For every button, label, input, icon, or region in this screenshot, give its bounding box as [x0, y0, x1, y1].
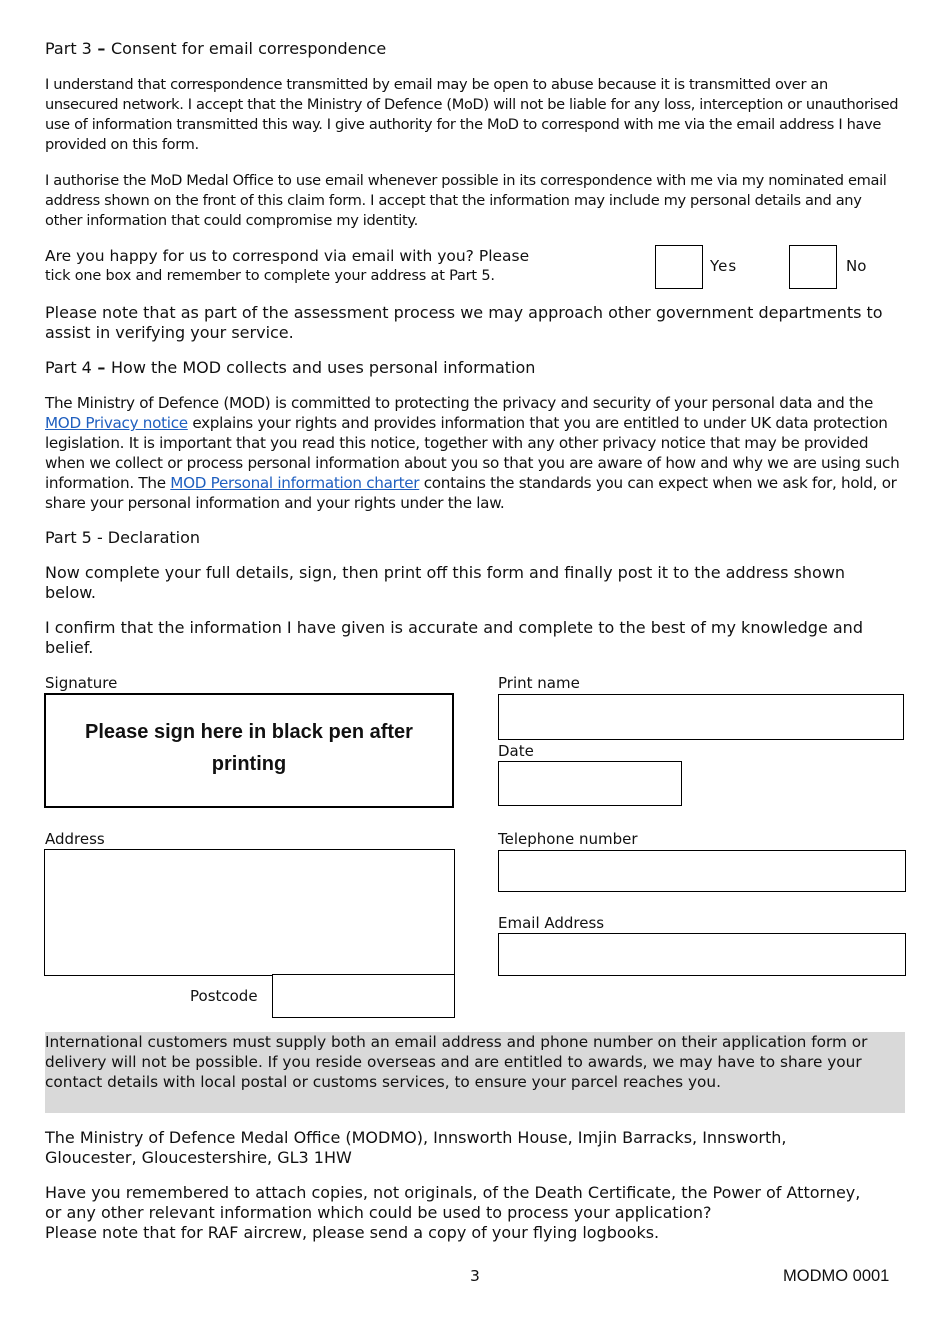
assessment-note: Please note that as part of the assessment process we may approach other government departments to assist in verifying your service.: [45, 303, 883, 342]
email-address-field[interactable]: [498, 933, 906, 976]
part3-authorise-paragraph: I authorise the MoD Medal Office to use email whenever possible in its correspondence with me via my nominated email address shown on the front of this claim form. I accept that the information may include my personal details and any other information that could compromise my identity.: [45, 172, 887, 229]
telephone-label: Telephone number: [498, 830, 638, 848]
yes-label: Yes: [710, 257, 738, 275]
no-label: No: [846, 257, 867, 275]
medal-office-address-line2: Gloucester, Gloucestershire, GL3 1HW: [45, 1148, 352, 1167]
attachments-reminder-line3: Please note that for RAF aircrew, please send a copy of your flying logbooks.: [45, 1223, 660, 1242]
part3-consent-paragraph: I understand that correspondence transmitted by email may be open to abuse because it is transmitted over an unsecured network. I accept that the Ministry of Defence (MoD) will not be liable for any loss, interception or unauthorised use of information transmitted this way. I give authority for the MoD to correspond with me via the email address I have provided on this form.: [45, 76, 899, 153]
part4-heading: [45, 358, 535, 377]
email-consent-question: [45, 246, 605, 286]
email-consent-question-line1: Are you happy for us to correspond via email with you? Please: [45, 247, 530, 265]
international-notice: International customers must supply both an email address and phone number on their application form or delivery will not be possible. If you reside overseas and are entitled to awards, we may have to share your contact details with local postal or customs services, to ensure your parcel reaches you.: [45, 1032, 905, 1113]
part4-heading-prefix: Part 4: [45, 358, 92, 377]
part3-heading-dash: –: [91, 39, 111, 58]
form-code: MODMO 0001: [783, 1267, 890, 1285]
email-address-label: Email Address: [498, 914, 605, 932]
date-field[interactable]: [498, 761, 682, 806]
page-number: 3: [470, 1267, 480, 1285]
attachments-reminder-line1: Have you remembered to attach copies, not originals, of the Death Certificate, the Power of Attorney,: [45, 1183, 861, 1202]
address-label: Address: [45, 830, 105, 848]
signature-label: Signature: [45, 674, 118, 692]
yes-checkbox[interactable]: [655, 245, 703, 289]
part5-instruction: Now complete your full details, sign, then print off this form and finally post it to the address shown below.: [45, 563, 846, 602]
part4-heading-dash: –: [91, 358, 111, 377]
no-checkbox[interactable]: [789, 245, 837, 289]
privacy-text-b: explains your rights and provides information that you are entitled to under UK data protection legislation. It is important that you read this notice, together with any other privacy notice that may be provided when we collect or process personal information about you so that you are aware of how and why we are using such information. The: [45, 414, 900, 492]
postcode-field[interactable]: [272, 974, 455, 1018]
medal-office-address: [45, 1128, 905, 1168]
medal-office-address-line1: The Ministry of Defence Medal Office (MODMO), Innsworth House, Imjin Barracks, Innsworth,: [45, 1128, 787, 1147]
mod-personal-information-charter-link[interactable]: MOD Personal information charter: [170, 474, 420, 492]
part3-heading-title: Consent for email correspondence: [111, 39, 387, 58]
telephone-field[interactable]: [498, 850, 906, 892]
part4-privacy-paragraph: [45, 393, 900, 513]
attachments-reminder-line2: or any other relevant information which could be used to process your application?: [45, 1203, 712, 1222]
part5-heading: Part 5 - Declaration: [45, 528, 201, 547]
privacy-text-c: contains the standards you can expect when we ask for, hold, or share your personal information and your rights under the law.: [45, 474, 897, 512]
privacy-text-a: The Ministry of Defence (MOD) is committed to protecting the privacy and security of your personal data and the: [45, 394, 874, 412]
attachments-reminder: [45, 1183, 905, 1243]
address-field[interactable]: [44, 849, 455, 976]
print-name-field[interactable]: [498, 694, 904, 740]
part3-heading: [45, 39, 386, 58]
signature-placeholder: Please sign here in black pen after printing: [85, 721, 413, 775]
email-consent-question-line2: tick one box and remember to complete your address at Part 5.: [45, 268, 495, 284]
mod-privacy-notice-link[interactable]: MOD Privacy notice: [45, 414, 188, 432]
signature-box[interactable]: [44, 693, 454, 808]
part5-confirm: I confirm that the information I have given is accurate and complete to the best of my knowledge and belief.: [45, 618, 863, 657]
part4-heading-title: How the MOD collects and uses personal information: [111, 358, 536, 377]
print-name-label: Print name: [498, 674, 580, 692]
part3-heading-prefix: Part 3: [45, 39, 92, 58]
postcode-label: Postcode: [190, 987, 258, 1005]
date-label: Date: [498, 742, 534, 760]
